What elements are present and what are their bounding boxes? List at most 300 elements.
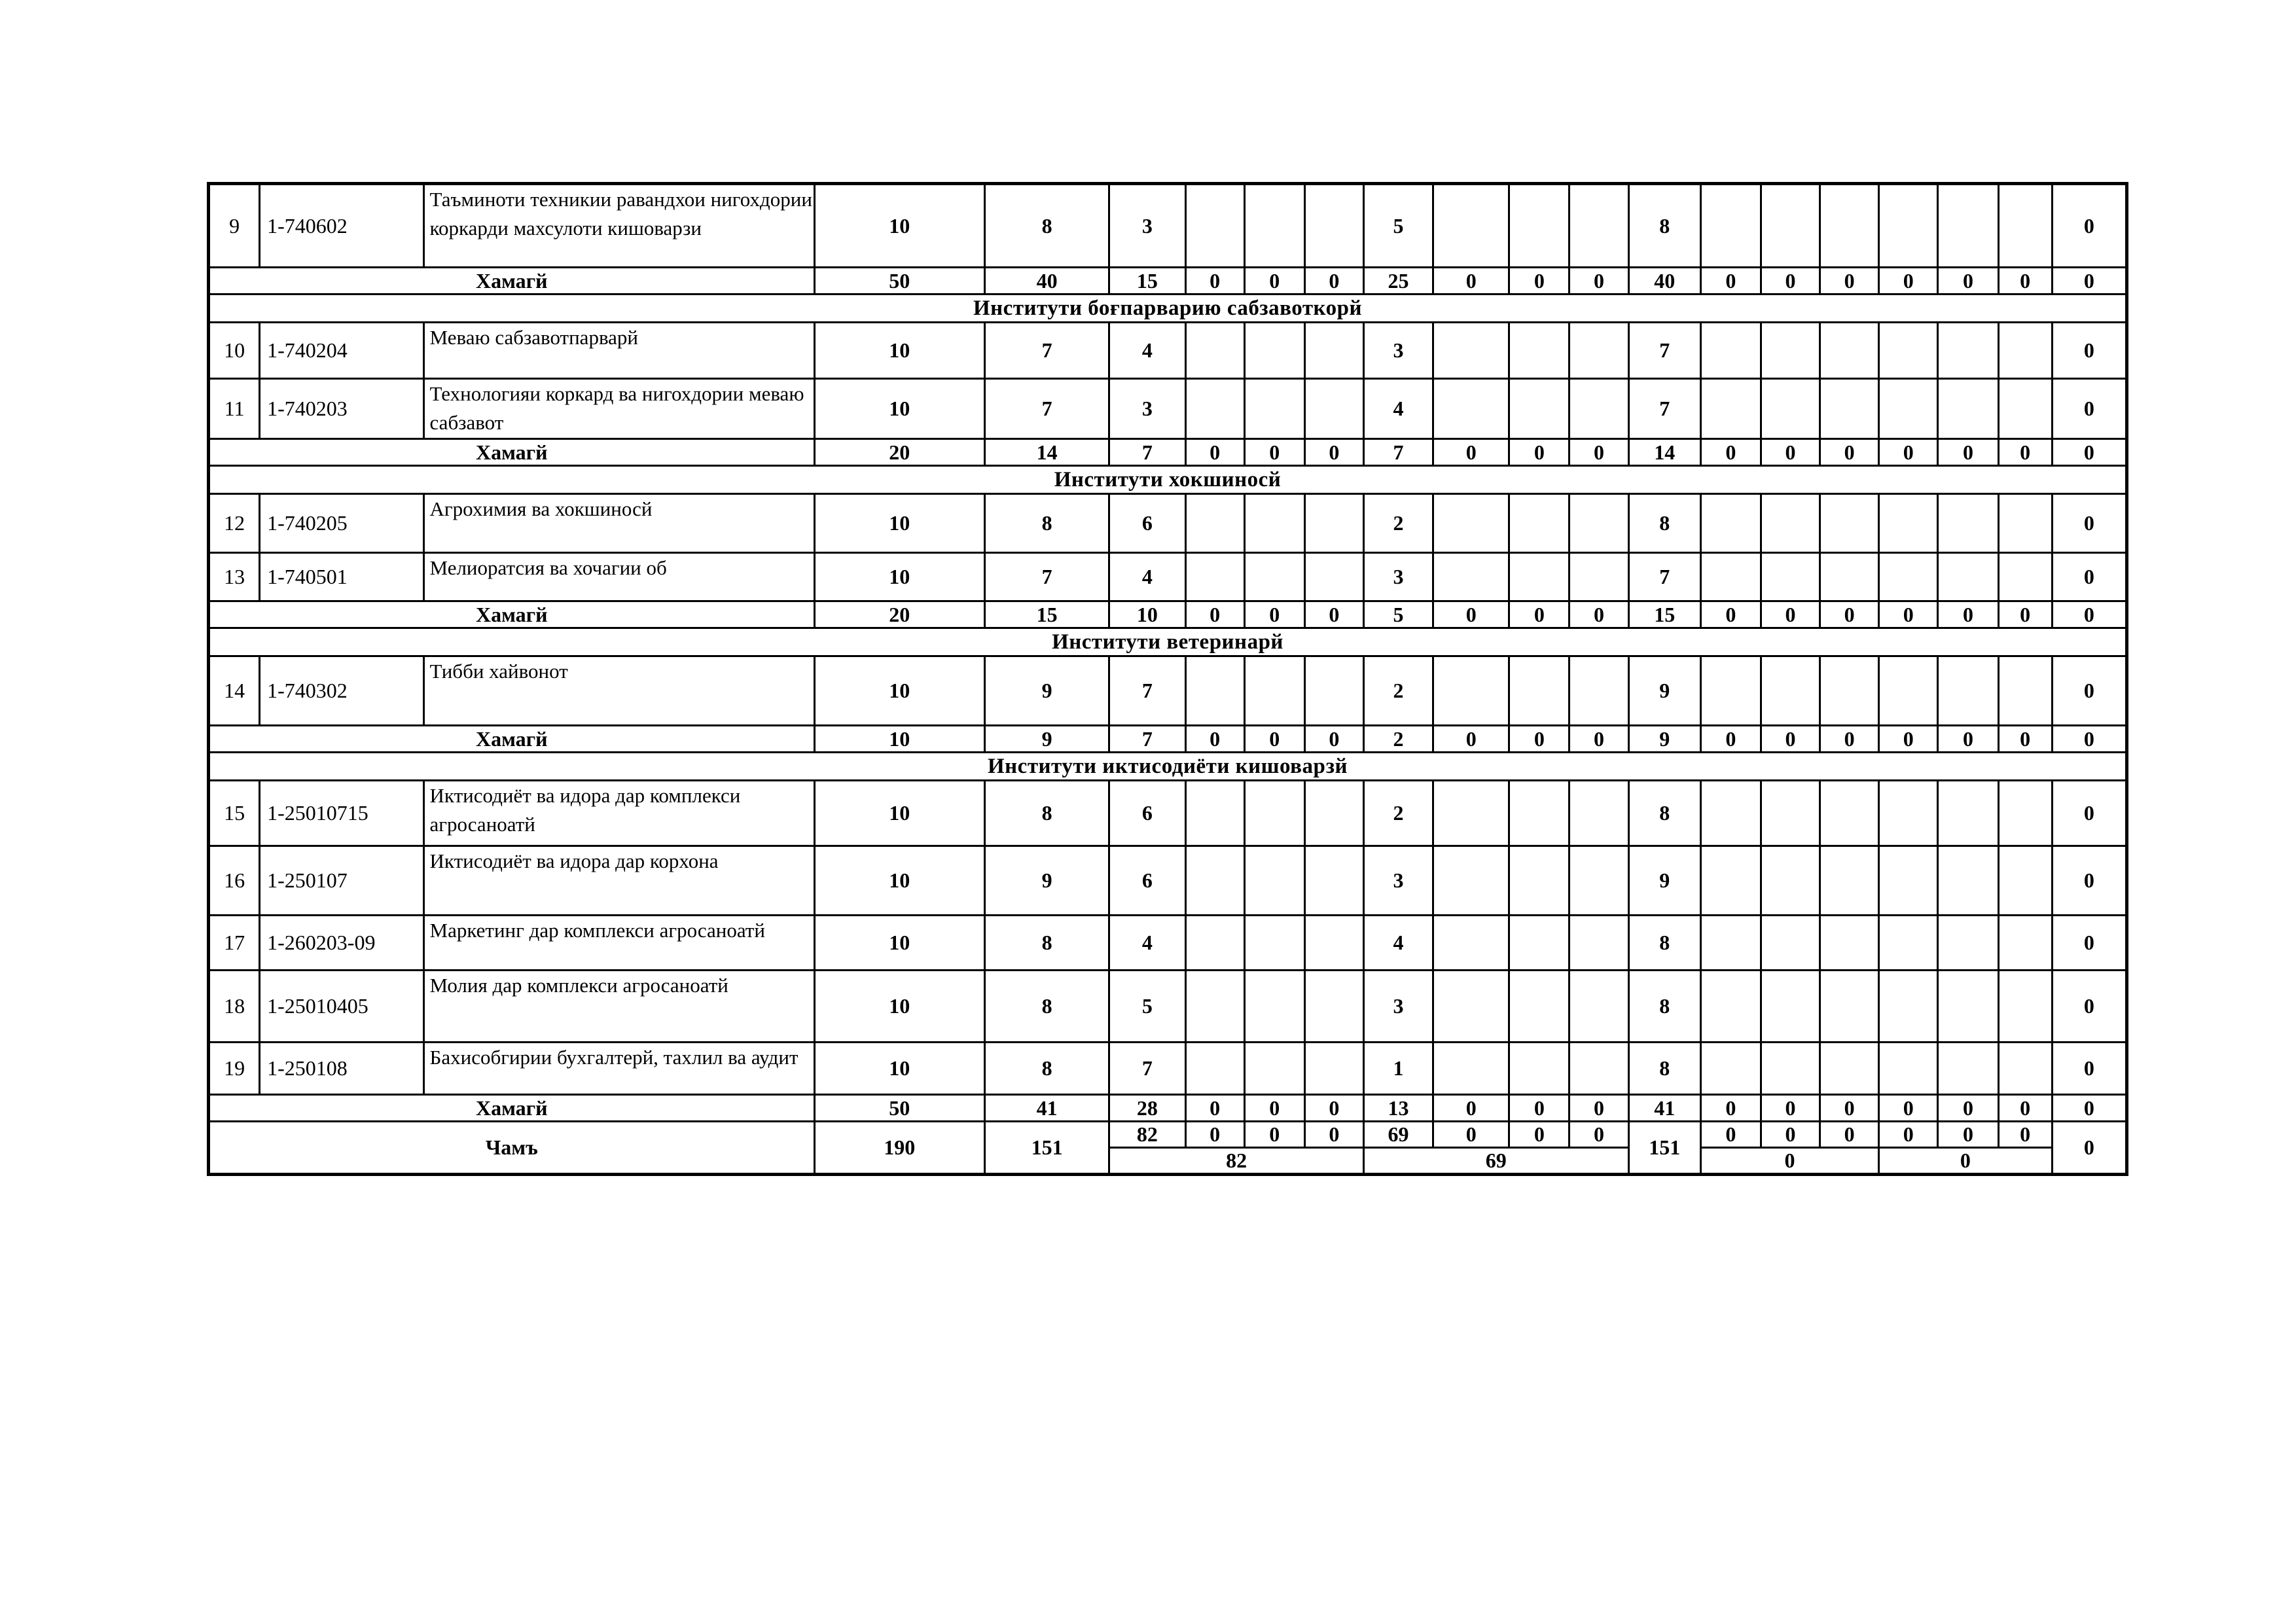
merged-total-cell: 0 (1879, 1148, 2052, 1175)
value-cell (1433, 323, 1509, 379)
table-row (209, 916, 2127, 971)
subtotal-cell: 0 (1998, 1095, 2052, 1122)
subtotal-cell: 0 (1700, 1095, 1761, 1122)
value-cell (1185, 553, 1244, 601)
grand-total-row (209, 1122, 2127, 1148)
row-number: 11 (209, 379, 260, 439)
value-cell (1433, 916, 1509, 971)
value-cell (1938, 656, 1998, 726)
grand-total-cell: 151 (1628, 1122, 1700, 1175)
subtotal-cell: 0 (1304, 601, 1363, 628)
value-cell (1433, 379, 1509, 439)
specialty-code: 1-740501 (260, 553, 423, 601)
subtotal-cell: 0 (1700, 268, 1761, 294)
value-cell: 8 (1628, 1043, 1700, 1095)
value-cell: 5 (1363, 184, 1433, 268)
subtotal-cell: 0 (1761, 268, 1820, 294)
subtotal-cell: 0 (1509, 601, 1570, 628)
value-cell (1433, 656, 1509, 726)
value-cell: 10 (814, 323, 984, 379)
grand-total-cell: 0 (2052, 1122, 2126, 1175)
value-cell: 7 (985, 379, 1109, 439)
value-cell (1820, 184, 1879, 268)
subtotal-cell: 40 (985, 268, 1109, 294)
grand-total-cell: 0 (1879, 1122, 1938, 1148)
value-cell (1185, 971, 1244, 1043)
value-cell (1998, 184, 2052, 268)
subtotal-cell: 0 (2052, 601, 2126, 628)
value-cell (1304, 971, 1363, 1043)
value-cell: 0 (2052, 379, 2126, 439)
section-header-row (209, 466, 2127, 494)
value-cell (1244, 323, 1304, 379)
subtotal-cell: 0 (1998, 726, 2052, 753)
grand-total-cell: 151 (985, 1122, 1109, 1175)
subtotal-cell: 0 (1820, 439, 1879, 466)
subtotal-cell: 0 (1998, 601, 2052, 628)
value-cell (1879, 971, 1938, 1043)
value-cell: 0 (2052, 656, 2126, 726)
specialty-code: 1-740204 (260, 323, 423, 379)
value-cell: 0 (2052, 494, 2126, 553)
grand-total-cell: 0 (1938, 1122, 1998, 1148)
subtotal-cell: 0 (1700, 601, 1761, 628)
value-cell (1304, 553, 1363, 601)
subtotal-cell: 0 (1879, 1095, 1938, 1122)
subtotal-cell: 13 (1363, 1095, 1433, 1122)
document-table (207, 182, 2128, 1176)
specialty-name: Тибби хайвонот (423, 656, 814, 726)
specialty-code: 1-740203 (260, 379, 423, 439)
specialty-code: 1-25010715 (260, 781, 423, 846)
row-number: 17 (209, 916, 260, 971)
subtotal-cell: 7 (1109, 439, 1185, 466)
subtotal-cell: 7 (1109, 726, 1185, 753)
value-cell: 8 (1628, 971, 1700, 1043)
grand-total-cell: 190 (814, 1122, 984, 1175)
value-cell (1185, 323, 1244, 379)
subtotal-cell: 0 (1820, 726, 1879, 753)
subtotal-cell: 14 (985, 439, 1109, 466)
value-cell (1761, 184, 1820, 268)
subtotal-cell: 0 (2052, 726, 2126, 753)
subtotal-cell: 40 (1628, 268, 1700, 294)
subtotal-cell: 0 (1509, 726, 1570, 753)
subtotal-cell: 0 (1185, 439, 1244, 466)
subtotal-cell: 15 (1109, 268, 1185, 294)
grand-total-cell: 0 (1700, 1122, 1761, 1148)
subtotal-cell: 0 (1185, 726, 1244, 753)
value-cell (1761, 379, 1820, 439)
specialty-code: 1-740302 (260, 656, 423, 726)
value-cell (1700, 323, 1761, 379)
value-cell (1938, 971, 1998, 1043)
subtotal-cell: 41 (985, 1095, 1109, 1122)
subtotal-label: Хамагй (209, 268, 815, 294)
specialty-name: Технологияи коркард ва нигохдории меваю сабзавот (423, 379, 814, 439)
subtotal-label: Хамагй (209, 1095, 815, 1122)
subtotal-cell: 2 (1363, 726, 1433, 753)
table-row (209, 553, 2127, 601)
value-cell (1433, 781, 1509, 846)
value-cell: 4 (1109, 916, 1185, 971)
grand-total-label: Чамъ (209, 1122, 815, 1175)
section-title: Институти ветеринарй (209, 628, 2127, 656)
subtotal-cell: 9 (985, 726, 1109, 753)
subtotal-cell: 0 (1570, 268, 1628, 294)
value-cell (1304, 323, 1363, 379)
specialty-name: Иктисодиёт ва идора дар корхона (423, 846, 814, 916)
value-cell (1938, 781, 1998, 846)
value-cell (1879, 184, 1938, 268)
row-number: 19 (209, 1043, 260, 1095)
value-cell (1433, 184, 1509, 268)
value-cell (1509, 781, 1570, 846)
value-cell: 8 (1628, 781, 1700, 846)
value-cell (1998, 916, 2052, 971)
value-cell: 3 (1363, 971, 1433, 1043)
value-cell (1509, 846, 1570, 916)
subtotal-cell: 28 (1109, 1095, 1185, 1122)
value-cell (1998, 379, 2052, 439)
value-cell (1433, 971, 1509, 1043)
subtotal-cell: 0 (1244, 268, 1304, 294)
value-cell (1570, 323, 1628, 379)
value-cell: 4 (1363, 916, 1433, 971)
subtotal-cell: 0 (1761, 439, 1820, 466)
subtotal-cell: 0 (1820, 601, 1879, 628)
subtotal-cell: 0 (1700, 726, 1761, 753)
value-cell: 8 (1628, 494, 1700, 553)
section-header-row (209, 294, 2127, 323)
value-cell (1700, 553, 1761, 601)
specialty-name: Мелиоратсия ва хочагии об (423, 553, 814, 601)
value-cell: 7 (1109, 1043, 1185, 1095)
value-cell: 10 (814, 494, 984, 553)
value-cell: 10 (814, 1043, 984, 1095)
value-cell (1509, 379, 1570, 439)
value-cell (1433, 846, 1509, 916)
value-cell (1304, 1043, 1363, 1095)
value-cell (1509, 323, 1570, 379)
value-cell: 7 (1628, 379, 1700, 439)
value-cell (1879, 494, 1938, 553)
value-cell (1570, 553, 1628, 601)
subtotal-cell: 50 (814, 1095, 984, 1122)
subtotal-cell: 5 (1363, 601, 1433, 628)
subtotal-row (209, 439, 2127, 466)
grand-total-cell: 0 (1820, 1122, 1879, 1148)
specialty-name: Таъминоти техникии равандхои нигохдории коркарди махсулоти кишоварзи (423, 184, 814, 268)
row-number: 15 (209, 781, 260, 846)
value-cell: 8 (985, 781, 1109, 846)
value-cell (1938, 494, 1998, 553)
value-cell: 8 (985, 494, 1109, 553)
value-cell (1998, 553, 2052, 601)
value-cell (1304, 781, 1363, 846)
subtotal-cell: 0 (2052, 1095, 2126, 1122)
value-cell (1185, 494, 1244, 553)
value-cell (1879, 781, 1938, 846)
value-cell (1938, 184, 1998, 268)
subtotal-cell: 50 (814, 268, 984, 294)
value-cell (1509, 656, 1570, 726)
subtotal-cell: 0 (1938, 439, 1998, 466)
subtotal-cell: 0 (1938, 601, 1998, 628)
value-cell (1938, 379, 1998, 439)
value-cell: 0 (2052, 971, 2126, 1043)
value-cell: 7 (985, 323, 1109, 379)
value-cell (1700, 379, 1761, 439)
value-cell (1998, 1043, 2052, 1095)
subtotal-row (209, 1095, 2127, 1122)
subtotal-cell: 0 (1879, 726, 1938, 753)
value-cell (1761, 323, 1820, 379)
value-cell: 9 (985, 656, 1109, 726)
value-cell (1761, 916, 1820, 971)
value-cell (1570, 656, 1628, 726)
value-cell (1998, 323, 2052, 379)
value-cell: 7 (1628, 553, 1700, 601)
subtotal-cell: 0 (1938, 1095, 1998, 1122)
subtotal-cell: 0 (1244, 726, 1304, 753)
row-number: 18 (209, 971, 260, 1043)
row-number: 9 (209, 184, 260, 268)
value-cell (1700, 916, 1761, 971)
subtotal-cell: 0 (1185, 268, 1244, 294)
value-cell (1244, 971, 1304, 1043)
value-cell (1244, 1043, 1304, 1095)
value-cell: 0 (2052, 846, 2126, 916)
subtotal-cell: 9 (1628, 726, 1700, 753)
grand-total-cell: 0 (1998, 1122, 2052, 1148)
subtotal-cell: 0 (1244, 1095, 1304, 1122)
value-cell (1570, 379, 1628, 439)
subtotal-cell: 0 (1433, 601, 1509, 628)
subtotal-cell: 0 (1304, 1095, 1363, 1122)
subtotal-cell: 25 (1363, 268, 1433, 294)
value-cell (1304, 494, 1363, 553)
value-cell (1820, 656, 1879, 726)
subtotal-cell: 20 (814, 601, 984, 628)
specialty-name: Меваю сабзавотпарварй (423, 323, 814, 379)
value-cell (1938, 553, 1998, 601)
subtotal-row (209, 601, 2127, 628)
value-cell (1879, 846, 1938, 916)
value-cell (1820, 916, 1879, 971)
specialty-code: 1-25010405 (260, 971, 423, 1043)
value-cell: 10 (814, 916, 984, 971)
value-cell (1304, 656, 1363, 726)
specialty-code: 1-740205 (260, 494, 423, 553)
value-cell (1700, 971, 1761, 1043)
specialty-name: Маркетинг дар комплекси агросаноатй (423, 916, 814, 971)
value-cell: 7 (1109, 656, 1185, 726)
value-cell: 8 (1628, 916, 1700, 971)
subtotal-row (209, 726, 2127, 753)
value-cell (1761, 656, 1820, 726)
subtotal-cell: 0 (1509, 268, 1570, 294)
value-cell (1761, 971, 1820, 1043)
value-cell (1879, 916, 1938, 971)
value-cell (1998, 494, 2052, 553)
table-row (209, 656, 2127, 726)
subtotal-cell: 0 (1820, 268, 1879, 294)
row-number: 10 (209, 323, 260, 379)
table-row (209, 323, 2127, 379)
value-cell (1244, 656, 1304, 726)
value-cell: 4 (1109, 323, 1185, 379)
value-cell (1244, 184, 1304, 268)
grand-total-cell: 0 (1185, 1122, 1244, 1148)
value-cell (1570, 1043, 1628, 1095)
value-cell: 10 (814, 379, 984, 439)
subtotal-cell: 0 (1570, 439, 1628, 466)
value-cell (1509, 553, 1570, 601)
grand-total-cell: 0 (1761, 1122, 1820, 1148)
value-cell (1700, 781, 1761, 846)
subtotal-cell: 0 (1509, 439, 1570, 466)
grand-total-cell: 0 (1509, 1122, 1570, 1148)
subtotal-cell: 14 (1628, 439, 1700, 466)
value-cell: 2 (1363, 656, 1433, 726)
value-cell (1244, 553, 1304, 601)
table-row (209, 846, 2127, 916)
subtotal-cell: 0 (1570, 1095, 1628, 1122)
subtotal-cell: 0 (1761, 601, 1820, 628)
value-cell (1820, 971, 1879, 1043)
row-number: 12 (209, 494, 260, 553)
subtotal-cell: 0 (1879, 439, 1938, 466)
row-number: 13 (209, 553, 260, 601)
value-cell: 8 (985, 971, 1109, 1043)
value-cell (1700, 846, 1761, 916)
value-cell (1304, 916, 1363, 971)
table-row (209, 379, 2127, 439)
section-title: Институти иктисодиёти кишоварзй (209, 753, 2127, 781)
value-cell (1433, 494, 1509, 553)
subtotal-cell: 10 (814, 726, 984, 753)
value-cell (1938, 916, 1998, 971)
value-cell (1570, 781, 1628, 846)
specialty-code: 1-740602 (260, 184, 423, 268)
value-cell (1244, 916, 1304, 971)
subtotal-cell: 0 (1304, 726, 1363, 753)
value-cell: 3 (1109, 184, 1185, 268)
value-cell (1433, 1043, 1509, 1095)
value-cell (1185, 916, 1244, 971)
specialty-name: Молия дар комплекси агросаноатй (423, 971, 814, 1043)
value-cell: 5 (1109, 971, 1185, 1043)
subtotal-cell: 0 (1879, 601, 1938, 628)
value-cell: 10 (814, 781, 984, 846)
subtotal-cell: 0 (1509, 1095, 1570, 1122)
subtotal-label: Хамагй (209, 726, 815, 753)
value-cell (1244, 379, 1304, 439)
subtotal-cell: 0 (1761, 726, 1820, 753)
value-cell (1820, 1043, 1879, 1095)
specialty-code: 1-250107 (260, 846, 423, 916)
subtotal-cell: 0 (1433, 268, 1509, 294)
grand-total-cell: 69 (1363, 1122, 1433, 1148)
specialty-code: 1-260203-09 (260, 916, 423, 971)
subtotal-cell: 0 (1185, 601, 1244, 628)
subtotal-cell: 0 (1570, 726, 1628, 753)
subtotal-cell: 0 (1304, 268, 1363, 294)
value-cell (1244, 846, 1304, 916)
value-cell (1700, 184, 1761, 268)
subtotal-row (209, 268, 2127, 294)
value-cell (1304, 184, 1363, 268)
subtotal-cell: 0 (1761, 1095, 1820, 1122)
value-cell (1185, 184, 1244, 268)
value-cell (1998, 656, 2052, 726)
value-cell: 6 (1109, 494, 1185, 553)
value-cell: 6 (1109, 846, 1185, 916)
section-title: Институти боғпарварию сабзавоткорй (209, 294, 2127, 323)
value-cell (1820, 781, 1879, 846)
value-cell: 0 (2052, 553, 2126, 601)
value-cell (1700, 656, 1761, 726)
specialty-name: Иктисодиёт ва идора дар комплекси агросаноатй (423, 781, 814, 846)
table-row (209, 1043, 2127, 1095)
value-cell (1879, 553, 1938, 601)
subtotal-cell: 0 (1244, 601, 1304, 628)
value-cell (1509, 916, 1570, 971)
value-cell: 3 (1363, 553, 1433, 601)
value-cell: 10 (814, 846, 984, 916)
subtotal-cell: 15 (985, 601, 1109, 628)
subtotal-cell: 41 (1628, 1095, 1700, 1122)
value-cell (1879, 323, 1938, 379)
value-cell: 6 (1109, 781, 1185, 846)
grand-total-cell: 82 (1109, 1122, 1185, 1148)
specialty-name: Бахисобгирии бухгалтерй, тахлил ва аудит (423, 1043, 814, 1095)
value-cell (1761, 553, 1820, 601)
value-cell: 3 (1109, 379, 1185, 439)
value-cell (1820, 846, 1879, 916)
value-cell (1185, 1043, 1244, 1095)
value-cell (1820, 323, 1879, 379)
value-cell (1570, 846, 1628, 916)
row-number: 14 (209, 656, 260, 726)
subtotal-cell: 0 (1433, 726, 1509, 753)
subtotal-cell: 7 (1363, 439, 1433, 466)
merged-total-cell: 69 (1363, 1148, 1628, 1175)
specialty-name: Агрохимия ва хокшиносй (423, 494, 814, 553)
value-cell (1570, 184, 1628, 268)
value-cell (1938, 323, 1998, 379)
subtotal-cell: 0 (1879, 268, 1938, 294)
value-cell: 10 (814, 656, 984, 726)
section-header-row (209, 753, 2127, 781)
value-cell: 10 (814, 971, 984, 1043)
value-cell (1570, 494, 1628, 553)
subtotal-cell: 0 (1998, 439, 2052, 466)
subtotal-cell: 0 (2052, 439, 2126, 466)
value-cell: 3 (1363, 323, 1433, 379)
value-cell (1938, 1043, 1998, 1095)
value-cell: 7 (1628, 323, 1700, 379)
section-title: Институти хокшиносй (209, 466, 2127, 494)
section-header-row (209, 628, 2127, 656)
value-cell (1761, 494, 1820, 553)
value-cell: 8 (1628, 184, 1700, 268)
value-cell: 10 (814, 553, 984, 601)
value-cell (1700, 1043, 1761, 1095)
value-cell: 8 (985, 916, 1109, 971)
value-cell: 3 (1363, 846, 1433, 916)
